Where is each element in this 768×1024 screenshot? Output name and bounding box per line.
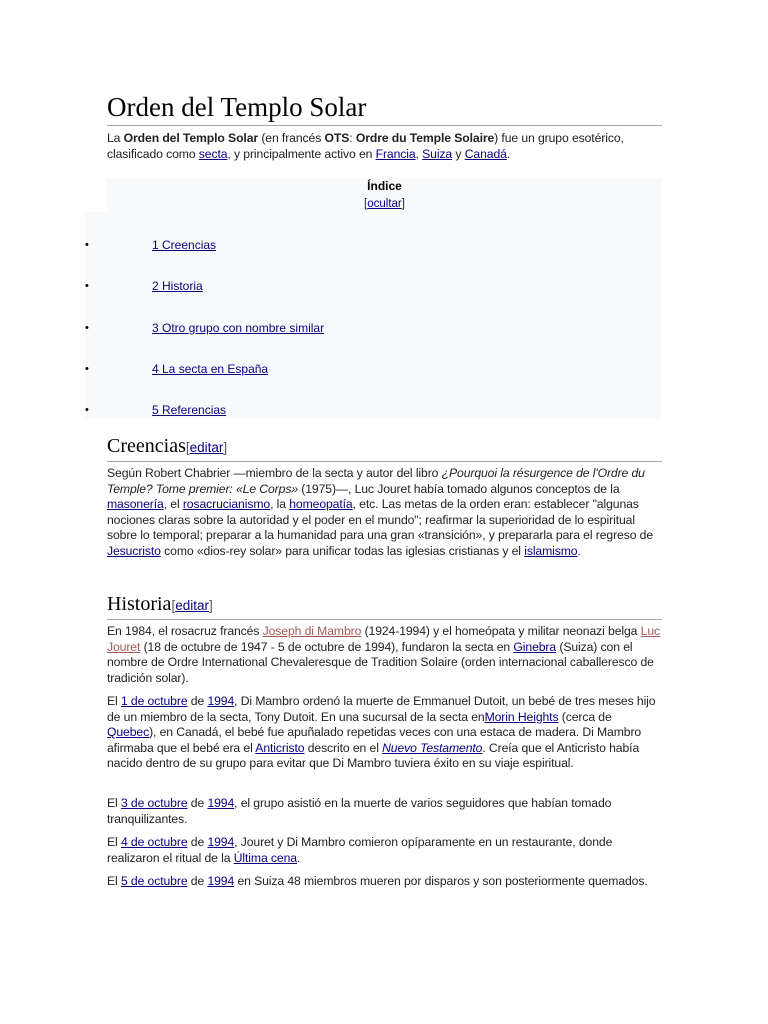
toc-link-otro-grupo[interactable]: 3 Otro grupo con nombre similar [152, 321, 325, 335]
bullet-icon: • [85, 280, 89, 292]
link-nuevo-testamento[interactable]: Nuevo Testamento [382, 740, 483, 755]
link-3-octubre[interactable]: 3 de octubre [120, 796, 188, 810]
link-quebec[interactable]: Quebec [107, 725, 150, 740]
link-ultima-cena[interactable]: Última cena [233, 850, 297, 865]
toc-link-historia[interactable]: 2 Historia [152, 279, 203, 293]
link-1994[interactable]: 1994 [207, 874, 235, 888]
bullet-icon: • [85, 322, 89, 334]
page-title: Orden del Templo Solar [107, 90, 662, 126]
toc-toggle: [ocultar] [364, 198, 405, 210]
historia-paragraph-4: El 4 de octubre de 1994, Jouret y Di Mambro comieron opíparamente en un restaurante, donde realizaron el ritual de la Última cena. [107, 835, 613, 865]
edit-link[interactable]: editar [189, 440, 224, 455]
toc-link-referencias[interactable]: 5 Referencias [152, 403, 227, 417]
link-anticristo[interactable]: Anticristo [255, 740, 305, 755]
link-francia[interactable]: Francia [375, 146, 416, 161]
creencias-paragraph: Según Robert Chabrier —miembro de la secta y autor del libro ¿Pourquoi la résurgence de l'Ordre du Temple? Tome premier: «Le Corps» (1975)—, Luc Jouret había tomado algunos conceptos de la masonería, el rosacrucianismo, la homeopatía, etc. Las metas de la orden eran: establecer "algunas nociones claras sobre la autoridad y el poder en el mundo"; reafirmar la superioridad de lo espiritual sobre lo temporal; preparar a la humanidad para una gran «transición», y prepararla para el regreso de Jesucristo como «dios-rey solar» para unificar todas las iglesias cristianas y el islamismo. [107, 466, 654, 558]
bullet-icon: • [85, 404, 89, 416]
edit-section: [editar] [185, 440, 228, 455]
link-secta[interactable]: secta [198, 146, 228, 161]
link-homeopatia[interactable]: homeopatía [289, 497, 353, 512]
link-ginebra[interactable]: Ginebra [513, 639, 557, 654]
toc-title: Índice [367, 179, 402, 193]
historia-paragraph-3: El 3 de octubre de 1994, el grupo asistió en la muerte de varios seguidores que habían tomado tranquilizantes. [107, 796, 612, 826]
link-morin-heights[interactable]: Morin Heights [484, 709, 559, 724]
bullet-icon: • [85, 363, 89, 375]
toc-item [0, 361, 768, 377]
toc-corner [85, 178, 107, 212]
historia-paragraph-5: El 5 de octubre de 1994 en Suiza 48 miembros mueren por disparos y son posteriormente quemados. [107, 874, 648, 888]
toc-item [0, 402, 768, 418]
section-heading-creencias: Creencias[editar] [107, 434, 662, 462]
intro-paragraph: La Orden del Templo Solar (en francés OTS: Ordre du Temple Solaire) fue un grupo esotérico, clasificado como secta, y principalmente activo en Francia, Suiza y Canadá. [107, 131, 624, 161]
toc-item [0, 278, 768, 294]
historia-paragraph-2: El 1 de octubre de 1994, Di Mambro ordenó la muerte de Emmanuel Dutoit, un bebé de tres meses hijo de un miembro de la secta, Tony Dutoit. En una sucursal de la secta enMorin Heights (cerca de Quebec), en Canadá, el bebé fue apuñalado repetidas veces con una estaca de madera. Di Mambro afirmaba que el bebé era el Anticristo descrito en el Nuevo Testamento. Creía que el Anticristo había nacido dentro de su grupo para evitar que Di Mambro tuviera éxito en su viaje espiritual. [107, 694, 656, 771]
link-canada[interactable]: Canadá [464, 146, 507, 161]
section-heading-historia: Historia[editar] [107, 592, 662, 620]
link-luc-jouret[interactable]: Luc Jouret [107, 624, 660, 654]
toc-link-creencias[interactable]: 1 Creencias [152, 238, 217, 252]
link-1994[interactable]: 1994 [207, 796, 235, 810]
link-1-octubre[interactable]: 1 de octubre [120, 694, 188, 708]
link-jesucristo[interactable]: Jesucristo [107, 543, 161, 558]
historia-paragraph-1: En 1984, el rosacruz francés Joseph di Mambro (1924-1994) y el homeópata y militar neonazi belga Luc Jouret (18 de octubre de 1947 - 5 de octubre de 1994), fundaron la secta en Ginebra (Suiza) con el nombre de Ordre International Chevaleresque de Tradition Solaire (orden internacional caballeresco de tradición solar). [107, 624, 660, 685]
link-islamismo[interactable]: islamismo [524, 543, 578, 558]
link-masoneria[interactable]: masonería [107, 497, 164, 512]
table-of-contents [85, 178, 662, 419]
edit-section: [editar] [171, 598, 213, 613]
link-suiza[interactable]: Suiza [422, 146, 453, 161]
bullet-icon: • [85, 239, 89, 251]
link-joseph-di-mambro[interactable]: Joseph di Mambro [262, 624, 362, 638]
link-1994[interactable]: 1994 [207, 835, 235, 849]
link-4-octubre[interactable]: 4 de octubre [120, 835, 188, 849]
edit-link[interactable]: editar [175, 598, 209, 613]
link-5-octubre[interactable]: 5 de octubre [120, 874, 188, 888]
link-rosacrucianismo[interactable]: rosacrucianismo [182, 497, 271, 512]
toc-item [0, 237, 768, 253]
toc-link-espana[interactable]: 4 La secta en España [152, 362, 269, 376]
toc-item [0, 320, 768, 336]
toc-hide-link[interactable]: ocultar [367, 198, 402, 210]
link-1994[interactable]: 1994 [207, 694, 235, 708]
